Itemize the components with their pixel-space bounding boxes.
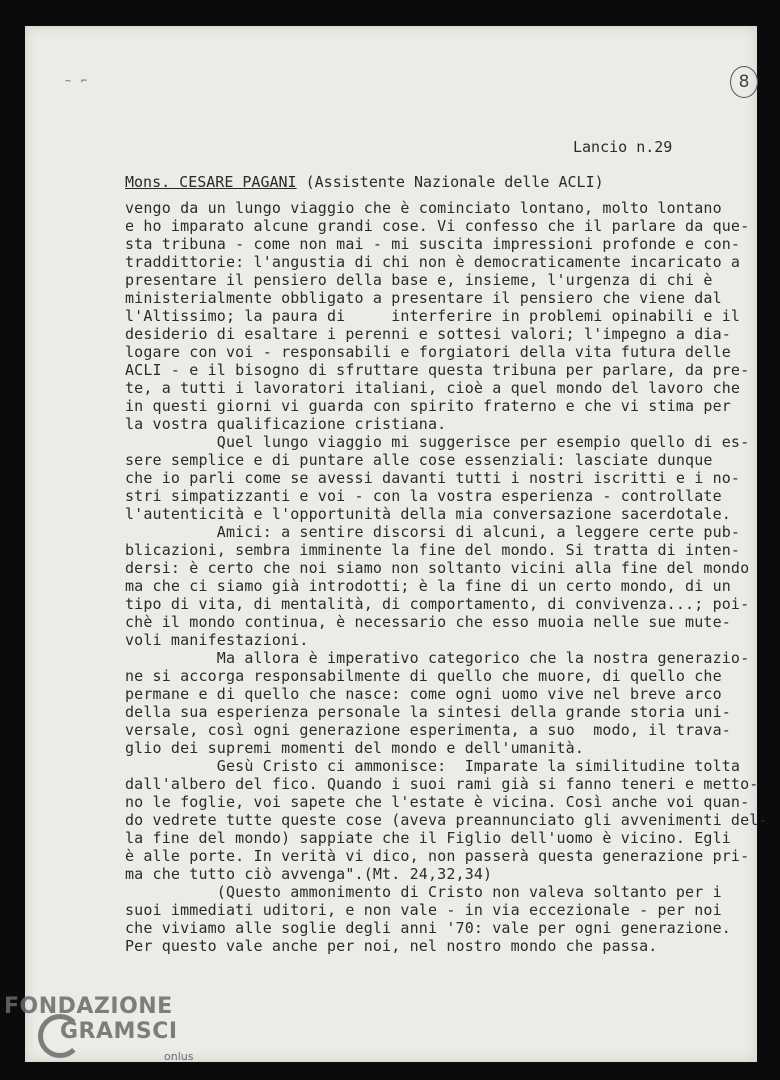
text-line: vengo da un lungo viaggio che è cominciato lontano, molto lontano bbox=[125, 199, 722, 217]
text-line: ma che ci siamo già introdotti; è la fine di un certo mondo, di un bbox=[125, 577, 731, 595]
text-line: dall'albero del fico. Quando i suoi rami già si fanno teneri e metto- bbox=[125, 775, 759, 793]
text-line: ne si accorga responsabilmente di quello che muore, di quello che bbox=[125, 667, 722, 685]
text-line: che io parli come se avessi davanti tutti i nostri iscritti e i no- bbox=[125, 469, 741, 487]
text-line: Gesù Cristo ci ammonisce: Imparate la similitudine tolta bbox=[125, 757, 741, 775]
text-line: permane e di quello che nasce: come ogni uomo vive nel breve arco bbox=[125, 685, 722, 703]
text-line: blicazioni, sembra imminente la fine del mondo. Si tratta di inten- bbox=[125, 541, 741, 559]
text-line: è alle porte. In verità vi dico, non passerà questa generazione pri- bbox=[125, 847, 750, 865]
text-line: (Questo ammonimento di Cristo non valeva soltanto per i bbox=[125, 883, 722, 901]
release-number: Lancio n.29 bbox=[573, 138, 673, 156]
text-line: ACLI - e il bisogno di sfruttare questa tribuna per parlare, da pre- bbox=[125, 361, 750, 379]
text-line: in questi giorni vi guarda con spirito fraterno e che vi stima per bbox=[125, 397, 731, 415]
text-line: e ho imparato alcune grandi cose. Vi confesso che il parlare da que- bbox=[125, 217, 750, 235]
watermark-line1: FONDAZIONE bbox=[4, 994, 173, 1019]
text-line: Quel lungo viaggio mi suggerisce per esempio quello di es- bbox=[125, 433, 750, 451]
text-line: suoi immediati uditori, e non vale - in via eccezionale - per noi bbox=[125, 901, 722, 919]
text-line: voli manifestazioni. bbox=[125, 631, 309, 649]
text-line: logare con voi - responsabili e forgiatori della vita futura delle bbox=[125, 343, 731, 361]
text-line: do vedrete tutte queste cose (aveva preannunciato gli avvenimenti del- bbox=[125, 811, 768, 829]
text-line: glio dei supremi momenti del mondo e dell'umanità. bbox=[125, 739, 585, 757]
text-line: ministerialmente obbligato a presentare il pensiero che viene dal bbox=[125, 289, 722, 307]
text-line: dersi: è certo che noi siamo non soltanto vicini alla fine del mondo bbox=[125, 559, 750, 577]
speech-body bbox=[125, 199, 768, 955]
text-line: l'Altissimo; la paura di interferire in problemi opinabili e il bbox=[125, 307, 741, 325]
margin-scribble: ~ ⌐ bbox=[65, 76, 90, 87]
speaker-role: (Assistente Nazionale delle ACLI) bbox=[305, 173, 604, 191]
text-line: chè il mondo continua, è necessario che esso muoia nelle sue mute- bbox=[125, 613, 731, 631]
text-line: sere semplice e di puntare alle cose essenziali: lasciate dunque bbox=[125, 451, 713, 469]
watermark-g-icon bbox=[38, 1014, 82, 1058]
speaker-heading bbox=[125, 173, 604, 191]
text-line: stri simpatizzanti e voi - con la vostra esperienza - controllate bbox=[125, 487, 722, 505]
text-line: della sua esperienza personale la sintesi della grande storia uni- bbox=[125, 703, 731, 721]
watermark-suffix: onlus bbox=[164, 1050, 194, 1063]
text-line: la vostra qualificazione cristiana. bbox=[125, 415, 447, 433]
text-line: Per questo vale anche per noi, nel nostro mondo che passa. bbox=[125, 937, 658, 955]
text-line: versale, così ogni generazione esperimenta, a suo modo, il trava- bbox=[125, 721, 731, 739]
text-line: presentare il pensiero della base e, insieme, l'urgenza di chi è bbox=[125, 271, 713, 289]
text-line: tipo di vita, di mentalità, di comportamento, di convivenza...; poi- bbox=[125, 595, 750, 613]
text-line: che viviamo alle soglie degli anni '70: vale per ogni generazione. bbox=[125, 919, 731, 937]
document-page bbox=[25, 26, 768, 1062]
text-line: traddittorie: l'angustia di chi non è democraticamente incaricato a bbox=[125, 253, 741, 271]
text-line: desiderio di esaltare i perenni e sottesi valori; l'impegno a dia- bbox=[125, 325, 731, 343]
text-line: Ma allora è imperativo categorico che la nostra generazio- bbox=[125, 649, 750, 667]
text-line: Amici: a sentire discorsi di alcuni, a leggere certe pub- bbox=[125, 523, 741, 541]
text-line: sta tribuna - come non mai - mi suscita impressioni profonde e con- bbox=[125, 235, 741, 253]
text-line: ma che tutto ciò avvenga".(Mt. 24,32,34) bbox=[125, 865, 493, 883]
watermark-logo bbox=[4, 994, 194, 1063]
page-number-circled: 8 bbox=[730, 66, 758, 98]
text-line: la fine del mondo) sappiate che il Figlio dell'uomo è vicino. Egli bbox=[125, 829, 731, 847]
text-line: l'autenticità e l'opportunità della mia conversazione sacerdotale. bbox=[125, 505, 731, 523]
text-line: te, a tutti i lavoratori italiani, cioè a quel mondo del lavoro che bbox=[125, 379, 741, 397]
text-line: no le foglie, voi sapete che l'estate è vicina. Così anche voi quan- bbox=[125, 793, 750, 811]
watermark-line2: GRAMSCI bbox=[60, 1019, 178, 1044]
speaker-name: Mons. CESARE PAGANI bbox=[125, 173, 297, 191]
